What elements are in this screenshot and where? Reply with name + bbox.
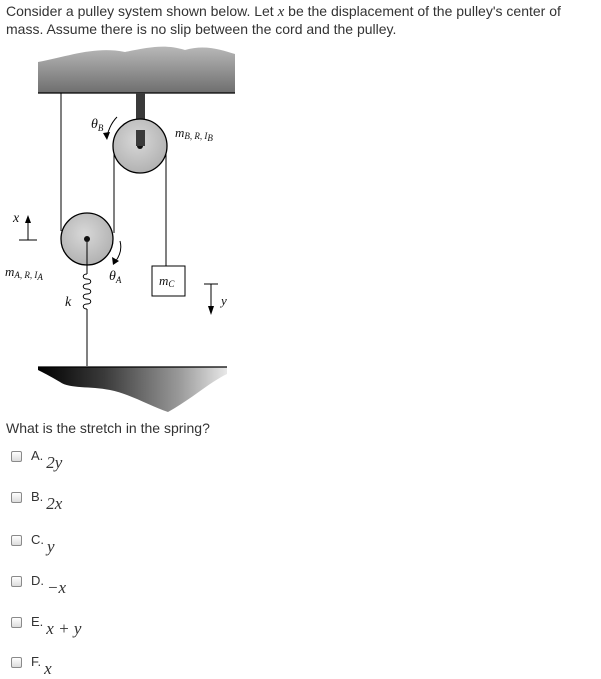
option-c-letter: C.: [31, 532, 44, 547]
option-e-checkbox[interactable]: [11, 617, 22, 628]
option-e-answer: x + y: [46, 619, 82, 638]
y-label: y: [221, 293, 227, 308]
floor: [38, 367, 227, 412]
option-c-checkbox[interactable]: [11, 535, 22, 546]
option-a-answer: 2y: [46, 453, 63, 472]
option-a-letter: A.: [31, 448, 44, 463]
spring-constant-label: k: [65, 295, 72, 310]
option-b-checkbox[interactable]: [11, 492, 22, 503]
option-c-answer: y: [47, 537, 55, 556]
upper-pulley-label: mB, R, IB: [175, 125, 213, 143]
option-d-checkbox[interactable]: [11, 576, 22, 587]
option-b-letter: B.: [31, 489, 44, 504]
option-a[interactable]: [11, 446, 63, 472]
option-b[interactable]: [11, 487, 63, 513]
option-b-answer: 2x: [46, 494, 63, 513]
theta-b-label: $\theta_B$: [91, 117, 104, 133]
question-intro: [6, 3, 601, 38]
option-a-checkbox[interactable]: [11, 451, 22, 462]
spring-coil: [83, 274, 91, 309]
lower-pulley-label: mA, R, IA: [5, 264, 43, 282]
x-label: x: [13, 211, 20, 226]
option-f-answer: x: [44, 659, 52, 678]
option-f-checkbox[interactable]: [11, 657, 22, 668]
x-axis-arrowhead: [25, 215, 31, 223]
option-e-letter: E.: [31, 614, 44, 629]
lower-pulley-axle: [84, 236, 90, 242]
intro-text-part2: be the displacement of the pulley's center of mass. Assume there is no slip between the cord and the pulley.: [6, 3, 561, 37]
option-e[interactable]: [11, 612, 82, 638]
mass-c-label: mC: [159, 273, 175, 289]
option-f-letter: F.: [31, 654, 42, 669]
theta-a-arrow: [115, 241, 121, 262]
option-d-answer: −x: [47, 578, 67, 597]
option-d-letter: D.: [31, 573, 44, 588]
y-axis-arrowhead: [208, 306, 214, 315]
option-c[interactable]: [11, 530, 55, 556]
question-prompt: What is the stretch in the spring?: [6, 420, 210, 436]
theta-a-label: $\theta_A$: [109, 269, 122, 285]
intro-variable-x: x: [277, 4, 285, 20]
option-f[interactable]: [11, 652, 52, 678]
pulley-diagram: [0, 44, 601, 420]
option-d[interactable]: [11, 571, 67, 597]
intro-text-part1: Consider a pulley system shown below. Let: [6, 3, 278, 19]
ceiling: [38, 47, 235, 93]
theta-b-arrowhead: [103, 132, 110, 140]
